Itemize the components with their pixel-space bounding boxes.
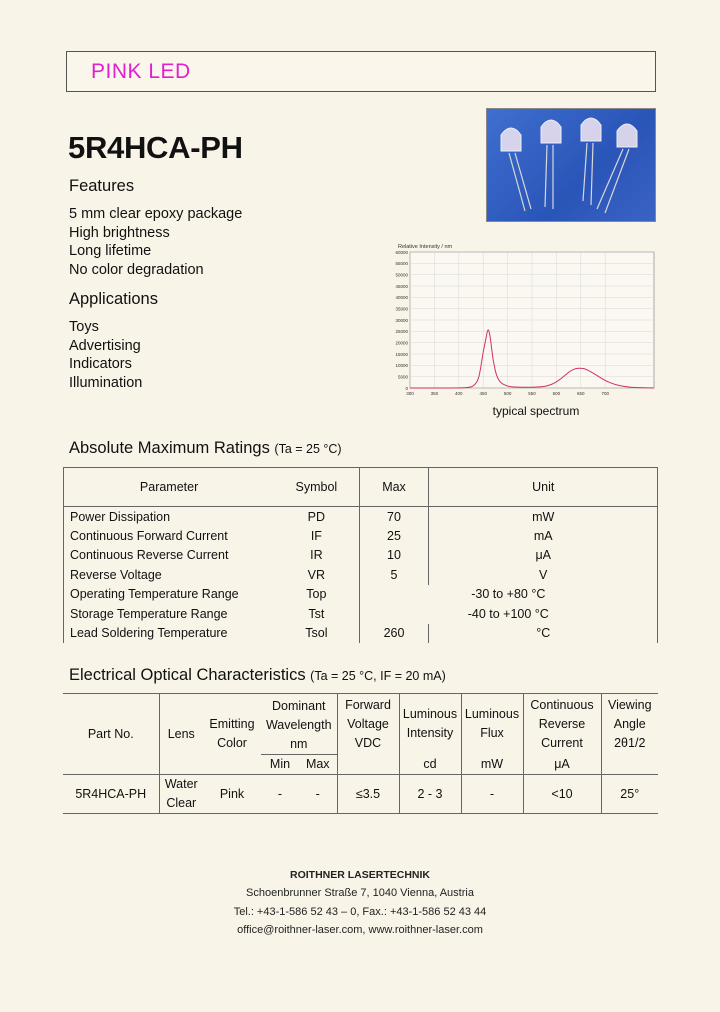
abs-ratings-heading bbox=[69, 439, 342, 458]
eo-header-emitting-color bbox=[203, 694, 261, 775]
cell-max: 5 bbox=[359, 565, 429, 585]
header-line: 2θ1/2 bbox=[614, 735, 646, 750]
footer-phone: Tel.: +43-1-586 52 43 – 0, Fax.: +43-1-586 52 43 44 bbox=[233, 906, 487, 918]
application-item: Illumination bbox=[69, 375, 143, 392]
application-item: Advertising bbox=[69, 337, 141, 354]
table-row bbox=[64, 585, 658, 605]
table-header-row bbox=[64, 468, 658, 507]
feature-item: High brightness bbox=[69, 224, 170, 241]
table-row bbox=[63, 775, 658, 814]
feature-item: Long lifetime bbox=[69, 243, 152, 260]
cell-dw-max: - bbox=[315, 786, 320, 801]
abs-ratings-table bbox=[63, 467, 658, 643]
applications-list bbox=[69, 318, 142, 393]
cell-range: -40 to +100 °C bbox=[359, 604, 657, 624]
header-line: Luminous bbox=[402, 707, 458, 722]
header-line: nm bbox=[290, 737, 308, 751]
header-line: Wavelength bbox=[265, 718, 332, 732]
y-tick-labels bbox=[395, 250, 408, 391]
chart-caption: typical spectrum bbox=[492, 404, 580, 418]
header-box bbox=[66, 51, 656, 92]
y-tick-label: 15000 bbox=[395, 351, 408, 357]
table-row bbox=[64, 546, 658, 566]
y-tick-label: 5000 bbox=[397, 374, 408, 380]
cell-max: 10 bbox=[359, 546, 429, 566]
abs-ratings-condition: (Ta = 25 °C) bbox=[274, 442, 342, 456]
header-line: Continuous bbox=[530, 697, 594, 712]
header-line: Reverse bbox=[538, 716, 586, 731]
y-tick-label: 40000 bbox=[395, 295, 408, 301]
footer-address: Schoenbrunner Straße 7, 1040 Vienna, Austria bbox=[246, 887, 474, 899]
y-tick-label: 20000 bbox=[395, 340, 408, 346]
table-row bbox=[64, 604, 658, 624]
eo-header-luminous-flux bbox=[461, 694, 523, 755]
eo-header-lens: Lens bbox=[167, 726, 195, 741]
y-tick-label: 35000 bbox=[395, 306, 408, 312]
abs-ratings-title: Absolute Maximum Ratings bbox=[69, 439, 270, 457]
cell-luminous-intensity: 2 - 3 bbox=[399, 775, 461, 814]
x-tick-label: 450 bbox=[479, 391, 487, 396]
header-parameter: Parameter bbox=[64, 468, 275, 507]
cell-symbol: Top bbox=[306, 587, 327, 602]
chart-title: Relative Intensity / nm bbox=[398, 244, 453, 250]
eo-condition: (Ta = 25 °C, IF = 20 mA) bbox=[310, 669, 446, 683]
eo-empty-cell bbox=[337, 755, 399, 775]
cell-forward-voltage: ≤3.5 bbox=[337, 775, 399, 814]
header-line: VDC bbox=[354, 735, 382, 750]
header-line: Voltage bbox=[347, 716, 389, 731]
header-line: Current bbox=[541, 735, 583, 750]
header-line: Color bbox=[217, 736, 247, 750]
x-tick-label: 700 bbox=[601, 391, 609, 396]
cell-symbol: IR bbox=[310, 548, 323, 563]
footer-company: ROITHNER LASERTECHNIK bbox=[289, 869, 430, 881]
application-item: Indicators bbox=[69, 356, 132, 373]
cell-parameter: Power Dissipation bbox=[64, 507, 275, 527]
table-row bbox=[64, 507, 658, 527]
cell-unit: mA bbox=[429, 526, 658, 546]
eo-heading bbox=[69, 666, 446, 685]
features-heading: Features bbox=[69, 177, 135, 195]
header-line: Forward bbox=[345, 697, 391, 712]
cell-symbol: VR bbox=[307, 567, 326, 582]
eo-header-viewing-angle bbox=[601, 694, 658, 755]
cell-symbol: PD bbox=[307, 509, 326, 524]
cell-max: 260 bbox=[359, 624, 429, 644]
x-tick-label: 500 bbox=[503, 391, 512, 396]
cell-parameter: Reverse Voltage bbox=[64, 565, 275, 585]
header-line: Flux bbox=[480, 726, 504, 741]
led-photo-icon bbox=[487, 109, 655, 221]
eo-title: Electrical Optical Characteristics bbox=[69, 666, 306, 684]
y-tick-label: 55000 bbox=[395, 261, 408, 267]
x-tick-label: 350 bbox=[430, 391, 439, 396]
cell-line: Clear bbox=[166, 796, 197, 810]
eo-header-forward-voltage bbox=[337, 694, 399, 755]
y-tick-label: 10000 bbox=[395, 363, 408, 369]
cell-unit: °C bbox=[429, 624, 658, 644]
y-tick-label: 45000 bbox=[395, 283, 408, 289]
cell-parameter: Lead Soldering Temperature bbox=[64, 624, 275, 644]
spectrum-chart bbox=[388, 240, 658, 418]
y-tick-label: 30000 bbox=[395, 317, 408, 323]
x-tick-label: 300 bbox=[406, 391, 414, 396]
header-unit: Unit bbox=[429, 468, 658, 507]
cell-unit: V bbox=[429, 565, 658, 585]
eo-empty-cell bbox=[601, 755, 658, 775]
y-tick-label: 0 bbox=[405, 385, 408, 391]
x-tick-labels bbox=[406, 391, 609, 396]
cell-viewing-angle: 25° bbox=[620, 786, 640, 801]
y-tick-label: 50000 bbox=[395, 272, 408, 278]
header-line: Dominant bbox=[272, 699, 326, 713]
header-line: Emitting bbox=[209, 717, 255, 731]
cell-unit: μA bbox=[429, 546, 658, 566]
cell-lens bbox=[159, 775, 203, 814]
cell-range: -30 to +80 °C bbox=[359, 585, 657, 605]
eo-header-intensity-unit: cd bbox=[399, 755, 461, 775]
y-tick-label: 25000 bbox=[395, 329, 408, 335]
header-line: Luminous bbox=[464, 707, 520, 722]
table-row bbox=[64, 565, 658, 585]
feature-item: No color degradation bbox=[69, 262, 204, 279]
eo-header-dw-min: Min bbox=[261, 755, 299, 775]
eo-header-dw-max: Max bbox=[299, 755, 337, 775]
cell-line: Water bbox=[164, 777, 198, 791]
application-item: Toys bbox=[69, 319, 99, 335]
y-tick-label: 60000 bbox=[395, 249, 408, 255]
cell-unit: mW bbox=[429, 507, 658, 527]
features-list bbox=[69, 205, 242, 280]
header-line: Intensity bbox=[406, 726, 454, 741]
eo-header-flux-unit: mW bbox=[461, 755, 523, 775]
cell-parameter: Continuous Forward Current bbox=[64, 526, 275, 546]
footer-web: office@roithner-laser.com, www.roithner-laser.com bbox=[237, 924, 483, 936]
eo-header-luminous-intensity bbox=[399, 694, 461, 755]
x-tick-label: 600 bbox=[552, 391, 561, 396]
cell-symbol: Tsol bbox=[305, 626, 328, 641]
led-photo bbox=[486, 108, 656, 222]
eo-table bbox=[63, 693, 658, 814]
cell-color: Pink bbox=[219, 786, 245, 801]
eo-header-dominant-wavelength bbox=[261, 694, 337, 755]
header-line: Angle bbox=[613, 716, 646, 731]
header-max: Max bbox=[359, 468, 429, 507]
cell-luminous-flux: - bbox=[461, 775, 523, 814]
x-tick-label: 650 bbox=[577, 391, 585, 396]
cell-reverse-current: <10 bbox=[523, 775, 601, 814]
cell-max: 25 bbox=[359, 526, 429, 546]
feature-item: 5 mm clear epoxy package bbox=[69, 206, 243, 222]
eo-header-reverse-current bbox=[523, 694, 601, 755]
cell-symbol: IF bbox=[310, 528, 322, 543]
eo-header-current-unit: μA bbox=[523, 755, 601, 775]
table-row bbox=[64, 624, 658, 644]
header-symbol: Symbol bbox=[295, 480, 338, 494]
header-title: PINK LED bbox=[91, 60, 191, 83]
x-tick-label: 550 bbox=[528, 391, 536, 396]
header-line: Viewing bbox=[607, 697, 652, 712]
cell-dw-min: - bbox=[277, 786, 283, 801]
cell-max: 70 bbox=[359, 507, 429, 527]
part-number-title: 5R4HCA-PH bbox=[68, 130, 243, 165]
table-row bbox=[64, 526, 658, 546]
cell-parameter: Operating Temperature Range bbox=[64, 585, 275, 605]
cell-part-no: 5R4HCA-PH bbox=[63, 775, 159, 814]
eo-header-part-no: Part No. bbox=[63, 694, 159, 775]
eo-header-row bbox=[63, 694, 658, 755]
applications-heading: Applications bbox=[69, 290, 158, 308]
cell-parameter: Storage Temperature Range bbox=[64, 604, 275, 624]
x-tick-label: 400 bbox=[455, 391, 463, 396]
cell-symbol: Tst bbox=[308, 606, 325, 621]
cell-parameter: Continuous Reverse Current bbox=[64, 546, 275, 566]
